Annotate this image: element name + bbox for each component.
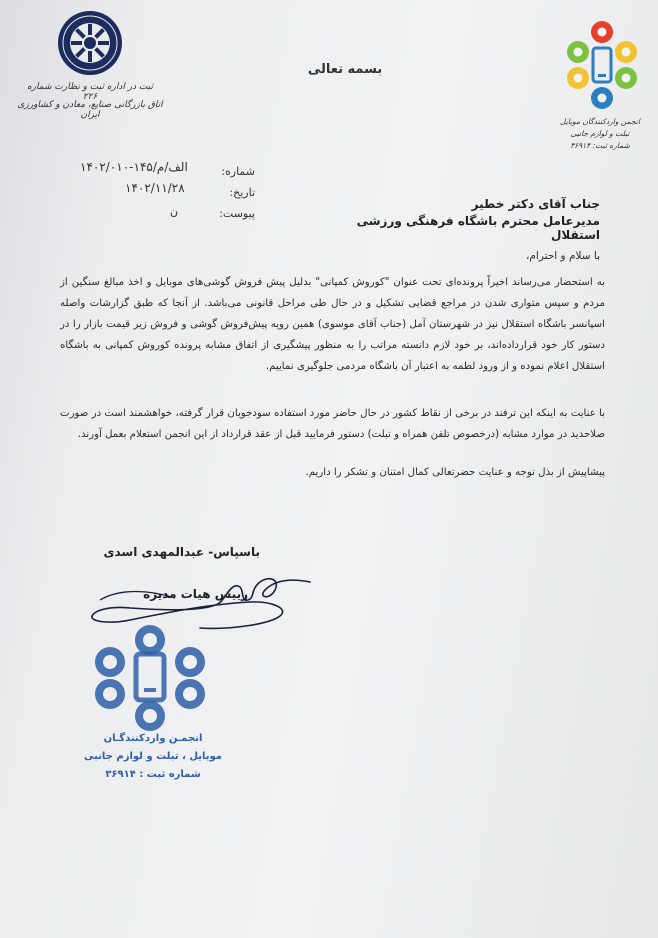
signer-name: باسپاس- عبدالمهدی اسدی: [103, 545, 260, 559]
recipient-title: مدیرعامل محترم باشگاه فرهنگی ورزشی استقلال: [356, 214, 600, 242]
recipient-name: جناب آقای دکتر خطیر: [471, 197, 600, 211]
attachment-value: ن: [170, 205, 179, 218]
greeting-text: با سلام و احترام،: [526, 250, 600, 262]
body-paragraph-3: پیشاپیش از بذل توجه و عنایت حضرتعالی کمال امتنان و تشکر را داریم.: [305, 467, 605, 478]
association-name-text: انجمن واردکنندگان موبایل: [560, 117, 640, 126]
chamber-name-text: اتاق بازرگانی صنایع، معادن و کشاورزی ایران: [17, 100, 163, 120]
association-logo-icon: [562, 18, 642, 114]
stamp-line-3: شماره ثبت : ۳۶۹۱۴: [105, 769, 201, 780]
bismillah-heading: بسمه تعالی: [307, 62, 383, 77]
body-paragraph-1: به استحضار می‌رساند اخیراً پرونده‌ای تحت عنوان "کوروش کمپانی" بدلیل پیش فروش گوشی‌های موبایل و اخذ مبالغ سنگین از مردم و سپس متواری شدن در مراجع قضایی تشکیل و در حال طی مراحل قانونی می‌باشد. از آنجا که طبق گزارشات واصله اسپانسر باشگاه استقلال نیز در شهرستان آمل (جناب آقای موسوی) همین رویه پیش‌فروش گوشی و فروش زیر قیمت بازار را در دستور کار خود قرارداده‌اند، بر خود لازم دانسته مراتب را به منظور پیشگیری از اتفاق مشابه پرونده کوروش کمپانی به باشگاه استقلال اعلام نموده و از ورود لطمه به اعتبار آن باشگاه مردمی جلوگیری نماییم.: [60, 277, 605, 372]
signer-title: رییس هیات مدیره: [143, 587, 248, 601]
stamp-line-1: انجمـن واردکنندگـان: [103, 733, 203, 744]
association-reg-text: شماره ثبت: ۳۶۹۱۴: [570, 141, 630, 150]
chamber-logo-icon: [55, 8, 125, 78]
attachment-label: پیوست:: [219, 207, 255, 220]
body-paragraph-2: با عنایت به اینکه این ترفند در برخی از نقاط کشور در حال حاضر مورد استفاده سودجویان قرار گرفته، خواهشمند است در صورت صلاحدید در موارد مشابه (درخصوص تلفن همراه و تبلت) دستور فرمایید قبل از عقد قرارداد از این انجمن استعلام بعمل آورند.: [60, 408, 605, 440]
association-sub-text: تبلت و لوازم جانبی: [570, 129, 630, 138]
chamber-reg-text: ثبت در اداره ثبت و نظارت شماره ۲۲۶: [26, 82, 154, 102]
association-stamp-icon: [88, 624, 212, 732]
date-value: ۱۴۰۲/۱۱/۲۸: [125, 181, 185, 195]
number-label: شماره:: [221, 165, 255, 178]
date-label: تاریخ:: [229, 186, 255, 199]
stamp-line-2: موبایل ، تبلت و لوازم جانبی: [83, 751, 223, 762]
number-value: ۱۴۰۲/الف/م/۱۴۵-۰۱۰: [80, 160, 188, 174]
